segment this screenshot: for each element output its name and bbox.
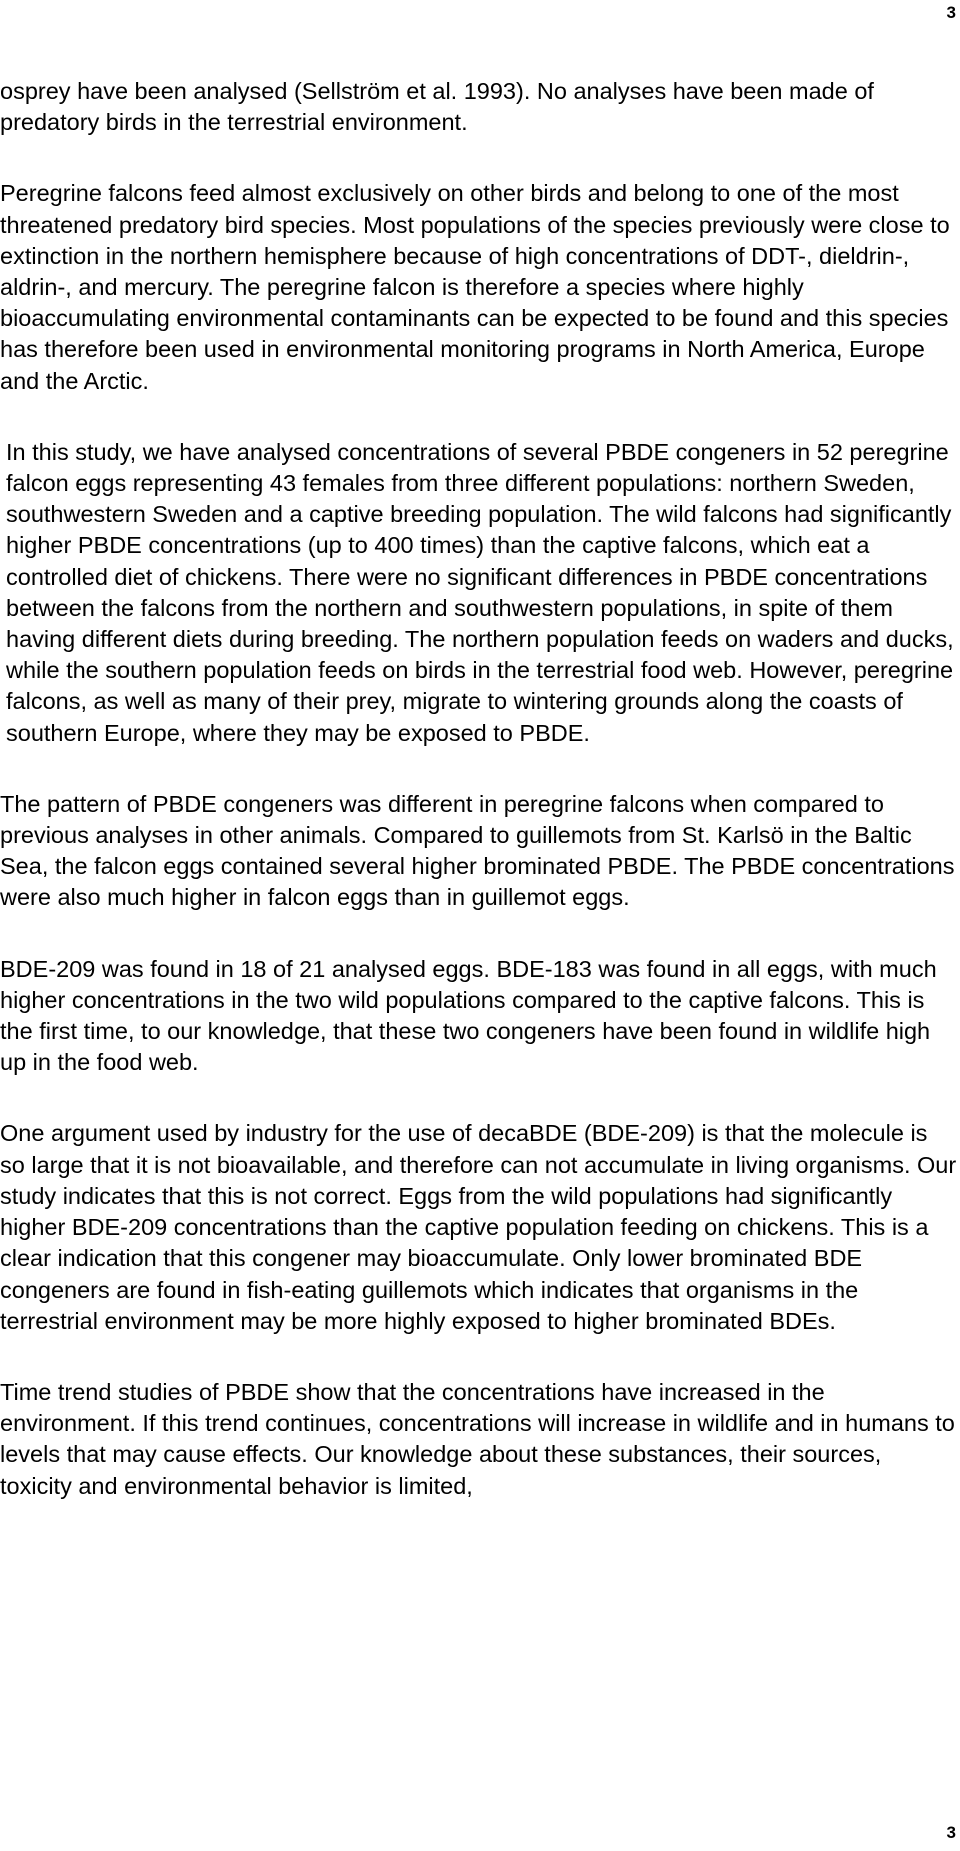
paragraph-bde-209-found: BDE-209 was found in 18 of 21 analysed eggs. BDE-183 was found in all eggs, with much higher concentrations in the two wild populations compared to the captive falcons. This is the first time, to our knowledge, that these two congeners have been found in wildlife high up in the food web. [0,955,937,1076]
paragraph-time-trend: Time trend studies of PBDE show that the concentrations have increased in the environment. If this trend continues, concentrations will increase in wildlife and in humans to levels that may cause effects. Our knowledge about these substances, their sources, toxicity and environmental behavior is limited, [0,1378,955,1499]
paragraph-osprey: osprey have been analysed (Sellström et al. 1993). No analyses have been made of predatory birds in the terrestrial environment. [0,78,874,136]
page-number-bottom: 3 [946,1823,956,1842]
paragraph-peregrine-falcons: Peregrine falcons feed almost exclusively on other birds and belong to one of the most threatened predatory bird species. Most populations of the species previously were close to extinction in the northern hemisphere because of high concentrations of DDT-, dieldrin-, aldrin-, and mercury. The peregrine falcon is therefore a species where highly bioaccumulating environmental contaminants can be expected to be found and this species has therefore been used in environmental monitoring programs in North America, Europe and the Arctic. [0,180,950,394]
document-body [0,76,958,1542]
paragraph-decabde-argument: One argument used by industry for the use of decaBDE (BDE-209) is that the molecule is so large that it is not bioavailable, and therefore can not accumulate in living organisms. Our study indicates that this is not correct. Eggs from the wild populations had significantly higher BDE-209 concentrations than the captive population feeding on chickens. This is a clear indication that this congener may bioaccumulate. Only lower brominated BDE congeners are found in fish-eating guillemots which indicates that organisms in the terrestrial environment may be more highly exposed to higher brominated BDEs. [0,1120,957,1334]
paragraph-this-study: In this study, we have analysed concentrations of several PBDE congeners in 52 peregrine falcon eggs representing 43 females from three different populations: northern Sweden, southwestern Sweden and a captive breeding population. The wild falcons had significantly higher PBDE concentrations (up to 400 times) than the captive falcons, which eat a controlled diet of chickens. There were no significant differences in PBDE concentrations between the falcons from the northern and southwestern populations, in spite of them having different diets during breeding. The northern population feeds on waders and ducks, while the southern population feeds on birds in the terrestrial food web. However, peregrine falcons, as well as many of their prey, migrate to wintering grounds along the coasts of southern Europe, where they may be exposed to PBDE. [6,438,954,746]
page-number-top: 3 [946,3,956,22]
paragraph-congener-pattern: The pattern of PBDE congeners was different in peregrine falcons when compared to previous analyses in other animals. Compared to guillemots from St. Karlsö in the Baltic Sea, the falcon eggs contained several higher brominated PBDE. The PBDE concentrations were also much higher in falcon eggs than in guillemot eggs. [0,790,955,911]
